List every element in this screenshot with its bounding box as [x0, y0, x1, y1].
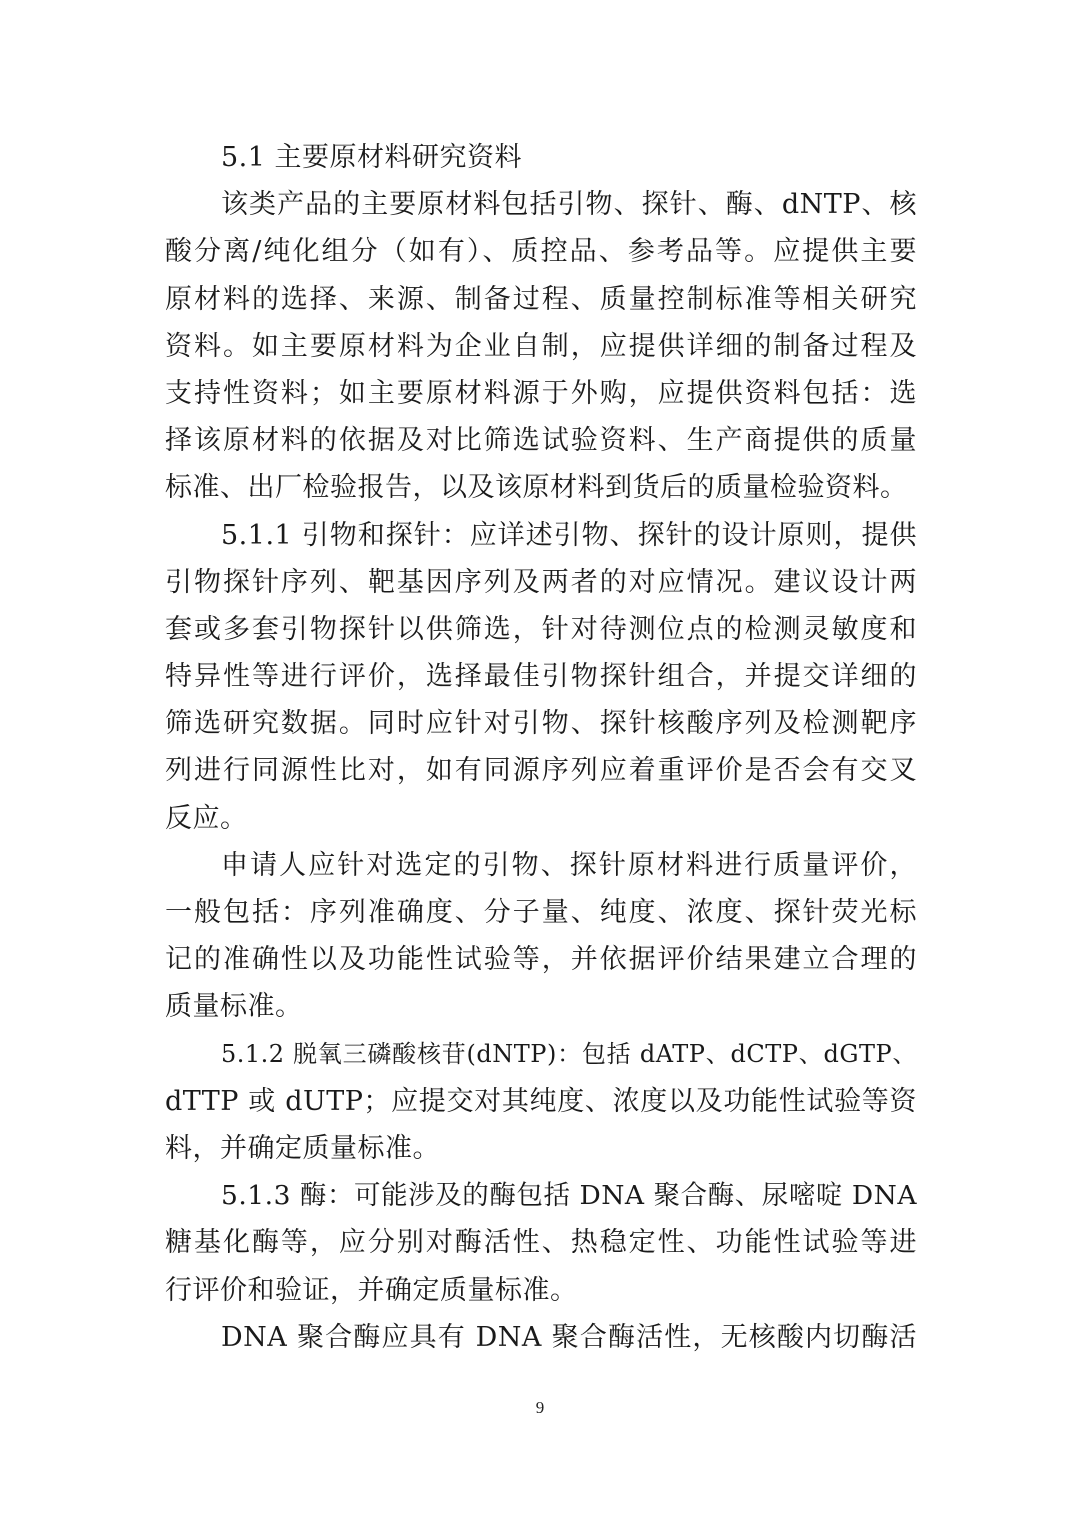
- text-line: 糖基化酶等，应分别对酶活性、热稳定性、功能性试验等进: [165, 1227, 917, 1259]
- text-line: 原材料的选择、来源、制备过程、质量控制标准等相关研究: [165, 283, 917, 315]
- text-line: 5.1.3 酶：可能涉及的酶包括 DNA 聚合酶、尿嘧啶 DNA: [221, 1180, 917, 1212]
- text-line: dTTP 或 dUTP；应提交对其纯度、浓度以及功能性试验等资: [165, 1085, 917, 1117]
- text-line: 5.1.2 脱氧三磷酸核苷(dNTP)：包括 dATP、dCTP、dGTP、: [221, 1039, 917, 1068]
- text-line: 5.1 主要原材料研究资料: [221, 142, 523, 173]
- text-line: 酸分离/纯化组分（如有）、质控品、参考品等。应提供主要: [165, 236, 917, 268]
- text-line: 5.1.1 引物和探针：应详述引物、探针的设计原则，提供: [221, 519, 917, 551]
- text-line: 筛选研究数据。同时应针对引物、探针核酸序列及检测靶序: [165, 708, 917, 740]
- text-line: DNA 聚合酶应具有 DNA 聚合酶活性，无核酸内切酶活: [221, 1321, 917, 1353]
- text-line: 反应。: [165, 802, 248, 834]
- text-line: 套或多套引物探针以供筛选，针对待测位点的检测灵敏度和: [165, 613, 917, 645]
- text-line: 记的准确性以及功能性试验等，并依据评价结果建立合理的: [165, 944, 917, 976]
- text-line: 支持性资料；如主要原材料源于外购，应提供资料包括：选: [165, 377, 917, 409]
- text-line: 质量标准。: [165, 991, 303, 1023]
- text-line: 申请人应针对选定的引物、探针原材料进行质量评价，: [221, 849, 917, 881]
- text-line: 引物探针序列、靶基因序列及两者的对应情况。建议设计两: [165, 566, 917, 598]
- page-number: 9: [535, 1398, 545, 1417]
- text-line: 该类产品的主要原材料包括引物、探针、酶、dNTP、核: [221, 189, 917, 221]
- text-line: 特异性等进行评价，选择最佳引物探针组合，并提交详细的: [165, 661, 917, 693]
- text-line: 列进行同源性比对，如有同源序列应着重评价是否会有交叉: [165, 755, 917, 787]
- text-line: 资料。如主要原材料为企业自制，应提供详细的制备过程及: [165, 330, 917, 362]
- text-line: 标准、出厂检验报告，以及该原材料到货后的质量检验资料。: [165, 472, 908, 504]
- body-text: [165, 134, 917, 1361]
- text-line: 行评价和验证，并确定质量标准。: [165, 1274, 578, 1306]
- text-line: 一般包括：序列准确度、分子量、纯度、浓度、探针荧光标: [165, 897, 917, 928]
- text-line: 料，并确定质量标准。: [165, 1132, 440, 1164]
- text-line: 择该原材料的依据及对比筛选试验资料、生产商提供的质量: [165, 425, 917, 457]
